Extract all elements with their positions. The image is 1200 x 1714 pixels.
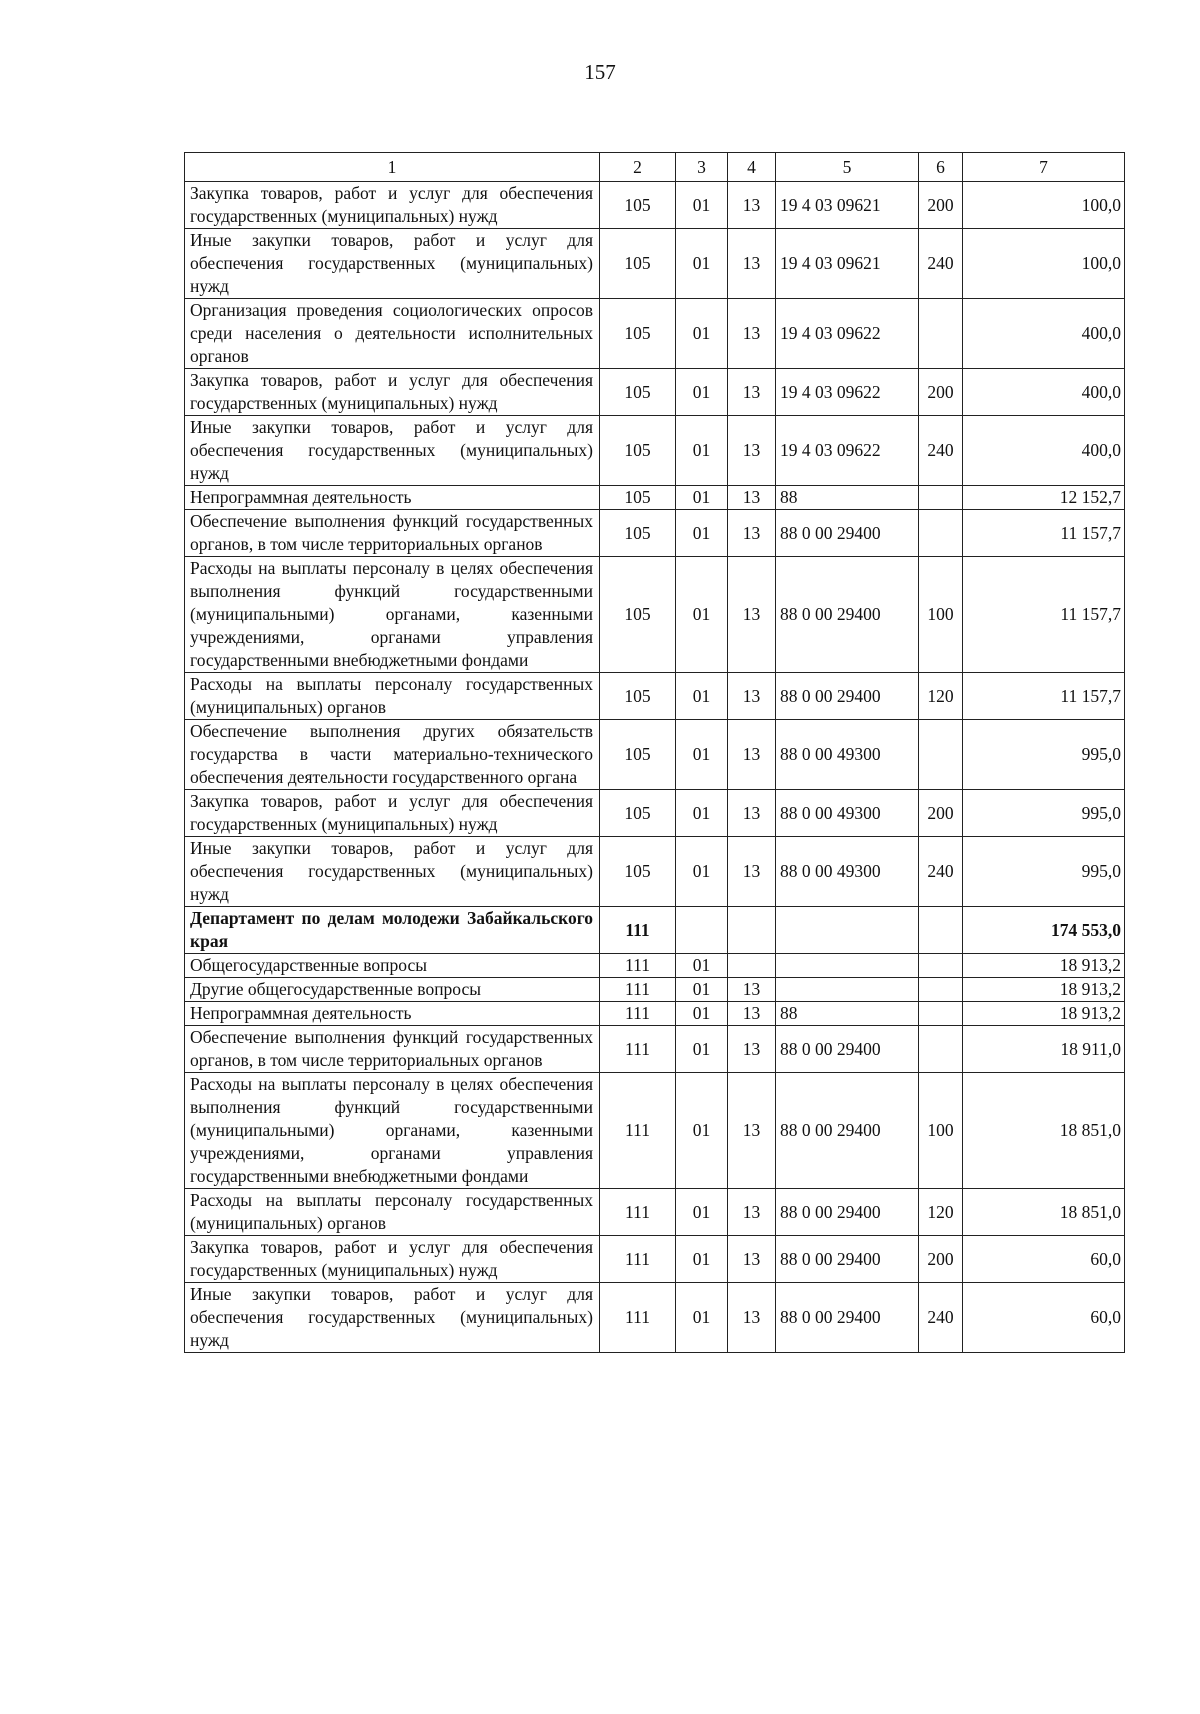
row-code-5-cell: 19 4 03 09622 — [776, 299, 919, 369]
row-code-2-cell: 111 — [600, 954, 676, 978]
row-code-4-cell: 13 — [728, 1189, 776, 1236]
row-code-2-cell: 105 — [600, 790, 676, 837]
row-code-2-cell: 111 — [600, 907, 676, 954]
row-amount-cell: 11 157,7 — [963, 510, 1125, 557]
column-header: 6 — [919, 153, 963, 182]
row-code-3-cell: 01 — [676, 1026, 728, 1073]
row-code-4-cell: 13 — [728, 720, 776, 790]
row-amount-cell: 100,0 — [963, 229, 1125, 299]
row-code-5-cell: 88 0 00 29400 — [776, 1283, 919, 1353]
table-row — [185, 954, 1125, 978]
row-code-2-cell: 111 — [600, 1283, 676, 1353]
row-name-cell: Другие общегосударственные вопросы — [185, 978, 600, 1002]
row-code-4-cell: 13 — [728, 978, 776, 1002]
row-code-2-cell: 105 — [600, 229, 676, 299]
row-code-5-cell: 88 0 00 49300 — [776, 790, 919, 837]
row-code-3-cell: 01 — [676, 369, 728, 416]
row-code-6-cell: 240 — [919, 416, 963, 486]
row-code-3-cell: 01 — [676, 1002, 728, 1026]
row-code-5-cell: 88 0 00 29400 — [776, 557, 919, 673]
row-code-5-cell: 88 0 00 49300 — [776, 837, 919, 907]
row-code-6-cell — [919, 510, 963, 557]
row-code-5-cell: 19 4 03 09621 — [776, 182, 919, 229]
row-code-4-cell: 13 — [728, 182, 776, 229]
row-code-6-cell: 100 — [919, 1073, 963, 1189]
row-amount-cell: 400,0 — [963, 299, 1125, 369]
table-row — [185, 416, 1125, 486]
row-amount-cell: 174 553,0 — [963, 907, 1125, 954]
row-code-6-cell — [919, 1026, 963, 1073]
row-code-3-cell: 01 — [676, 1189, 728, 1236]
row-code-6-cell: 200 — [919, 790, 963, 837]
row-amount-cell: 18 913,2 — [963, 978, 1125, 1002]
row-code-4-cell: 13 — [728, 1283, 776, 1353]
row-code-4-cell — [728, 954, 776, 978]
table-body — [185, 182, 1125, 1353]
row-amount-cell: 995,0 — [963, 790, 1125, 837]
row-amount-cell: 995,0 — [963, 837, 1125, 907]
table-row — [185, 1189, 1125, 1236]
row-code-5-cell — [776, 978, 919, 1002]
row-code-2-cell: 111 — [600, 1189, 676, 1236]
row-code-3-cell: 01 — [676, 1236, 728, 1283]
row-name-cell: Закупка товаров, работ и услуг для обеспечения государственных (муниципальных) нужд — [185, 369, 600, 416]
row-code-4-cell: 13 — [728, 1002, 776, 1026]
row-code-3-cell: 01 — [676, 790, 728, 837]
table-row — [185, 1073, 1125, 1189]
row-code-2-cell: 105 — [600, 416, 676, 486]
row-code-6-cell: 240 — [919, 1283, 963, 1353]
row-code-2-cell: 105 — [600, 299, 676, 369]
row-code-6-cell: 200 — [919, 369, 963, 416]
row-code-2-cell: 105 — [600, 510, 676, 557]
row-name-cell: Расходы на выплаты персоналу в целях обеспечения выполнения функций государственными (муниципальными) органами, казенными учреждениями, органами управления государственными внебюджетными фондами — [185, 557, 600, 673]
row-name-cell: Департамент по делам молодежи Забайкальского края — [185, 907, 600, 954]
table-row — [185, 369, 1125, 416]
row-code-4-cell: 13 — [728, 369, 776, 416]
row-code-4-cell — [728, 907, 776, 954]
row-code-4-cell: 13 — [728, 416, 776, 486]
row-code-3-cell: 01 — [676, 1283, 728, 1353]
column-header: 5 — [776, 153, 919, 182]
row-amount-cell: 60,0 — [963, 1236, 1125, 1283]
row-name-cell: Иные закупки товаров, работ и услуг для обеспечения государственных (муниципальных) нужд — [185, 229, 600, 299]
row-code-3-cell: 01 — [676, 978, 728, 1002]
column-header: 4 — [728, 153, 776, 182]
row-code-6-cell: 120 — [919, 673, 963, 720]
row-name-cell: Иные закупки товаров, работ и услуг для обеспечения государственных (муниципальных) нужд — [185, 837, 600, 907]
row-amount-cell: 995,0 — [963, 720, 1125, 790]
row-code-6-cell — [919, 954, 963, 978]
row-name-cell: Организация проведения социологических опросов среди населения о деятельности исполнительных органов — [185, 299, 600, 369]
row-code-4-cell: 13 — [728, 229, 776, 299]
table-row — [185, 978, 1125, 1002]
row-code-2-cell: 105 — [600, 182, 676, 229]
row-code-2-cell: 105 — [600, 673, 676, 720]
column-header: 1 — [185, 153, 600, 182]
row-amount-cell: 18 851,0 — [963, 1073, 1125, 1189]
row-name-cell: Обеспечение выполнения функций государственных органов, в том числе территориальных органов — [185, 1026, 600, 1073]
table-row — [185, 1236, 1125, 1283]
table-row — [185, 790, 1125, 837]
row-code-2-cell: 105 — [600, 837, 676, 907]
table-row — [185, 1026, 1125, 1073]
row-amount-cell: 60,0 — [963, 1283, 1125, 1353]
row-code-4-cell: 13 — [728, 1073, 776, 1189]
row-code-2-cell: 105 — [600, 557, 676, 673]
row-code-6-cell — [919, 299, 963, 369]
row-code-5-cell: 88 0 00 29400 — [776, 510, 919, 557]
row-amount-cell: 18 911,0 — [963, 1026, 1125, 1073]
row-code-5-cell: 88 — [776, 486, 919, 510]
row-code-2-cell: 105 — [600, 720, 676, 790]
row-code-2-cell: 105 — [600, 369, 676, 416]
row-code-2-cell: 111 — [600, 978, 676, 1002]
row-code-3-cell: 01 — [676, 299, 728, 369]
row-code-3-cell: 01 — [676, 1073, 728, 1189]
row-code-6-cell — [919, 978, 963, 1002]
row-amount-cell: 18 913,2 — [963, 954, 1125, 978]
page-number: 157 — [584, 60, 616, 84]
row-code-5-cell: 19 4 03 09621 — [776, 229, 919, 299]
row-code-6-cell: 200 — [919, 182, 963, 229]
row-name-cell: Общегосударственные вопросы — [185, 954, 600, 978]
row-name-cell: Закупка товаров, работ и услуг для обеспечения государственных (муниципальных) нужд — [185, 182, 600, 229]
row-code-2-cell: 111 — [600, 1002, 676, 1026]
row-code-3-cell: 01 — [676, 486, 728, 510]
row-name-cell: Закупка товаров, работ и услуг для обеспечения государственных (муниципальных) нужд — [185, 790, 600, 837]
table-row — [185, 299, 1125, 369]
row-code-4-cell: 13 — [728, 510, 776, 557]
row-code-5-cell — [776, 907, 919, 954]
row-code-6-cell: 120 — [919, 1189, 963, 1236]
table-row — [185, 557, 1125, 673]
row-code-5-cell: 88 0 00 29400 — [776, 1073, 919, 1189]
row-code-3-cell: 01 — [676, 720, 728, 790]
row-code-6-cell — [919, 486, 963, 510]
row-code-5-cell: 88 0 00 49300 — [776, 720, 919, 790]
table-row — [185, 1002, 1125, 1026]
table-row — [185, 1283, 1125, 1353]
row-amount-cell: 18 913,2 — [963, 1002, 1125, 1026]
row-name-cell: Обеспечение выполнения функций государственных органов, в том числе территориальных органов — [185, 510, 600, 557]
row-code-5-cell: 19 4 03 09622 — [776, 369, 919, 416]
row-name-cell: Непрограммная деятельность — [185, 1002, 600, 1026]
row-code-5-cell: 88 0 00 29400 — [776, 1236, 919, 1283]
column-header: 2 — [600, 153, 676, 182]
row-code-3-cell: 01 — [676, 229, 728, 299]
row-code-4-cell: 13 — [728, 1236, 776, 1283]
table-row — [185, 510, 1125, 557]
row-code-2-cell: 111 — [600, 1073, 676, 1189]
row-code-5-cell: 88 — [776, 1002, 919, 1026]
row-amount-cell: 400,0 — [963, 416, 1125, 486]
column-header: 3 — [676, 153, 728, 182]
table-row — [185, 673, 1125, 720]
row-code-5-cell: 88 0 00 29400 — [776, 673, 919, 720]
table-row — [185, 837, 1125, 907]
table-row — [185, 720, 1125, 790]
row-code-4-cell: 13 — [728, 557, 776, 673]
row-code-6-cell: 200 — [919, 1236, 963, 1283]
row-name-cell: Непрограммная деятельность — [185, 486, 600, 510]
row-amount-cell: 11 157,7 — [963, 557, 1125, 673]
row-amount-cell: 11 157,7 — [963, 673, 1125, 720]
row-amount-cell: 400,0 — [963, 369, 1125, 416]
row-code-4-cell: 13 — [728, 299, 776, 369]
row-amount-cell: 18 851,0 — [963, 1189, 1125, 1236]
row-code-5-cell: 19 4 03 09622 — [776, 416, 919, 486]
row-name-cell: Расходы на выплаты персоналу государственных (муниципальных) органов — [185, 673, 600, 720]
row-name-cell: Иные закупки товаров, работ и услуг для обеспечения государственных (муниципальных) нужд — [185, 416, 600, 486]
row-code-3-cell: 01 — [676, 416, 728, 486]
row-code-3-cell: 01 — [676, 954, 728, 978]
row-code-3-cell: 01 — [676, 837, 728, 907]
row-code-3-cell: 01 — [676, 673, 728, 720]
row-code-3-cell — [676, 907, 728, 954]
row-code-4-cell: 13 — [728, 1026, 776, 1073]
row-code-2-cell: 111 — [600, 1236, 676, 1283]
row-code-3-cell: 01 — [676, 182, 728, 229]
row-code-6-cell — [919, 1002, 963, 1026]
row-name-cell: Закупка товаров, работ и услуг для обеспечения государственных (муниципальных) нужд — [185, 1236, 600, 1283]
row-name-cell: Расходы на выплаты персоналу государственных (муниципальных) органов — [185, 1189, 600, 1236]
row-code-5-cell — [776, 954, 919, 978]
row-code-4-cell: 13 — [728, 486, 776, 510]
table-row — [185, 229, 1125, 299]
table-header-row — [185, 153, 1125, 182]
table-row — [185, 907, 1125, 954]
row-code-6-cell — [919, 720, 963, 790]
row-code-6-cell — [919, 907, 963, 954]
row-code-3-cell: 01 — [676, 510, 728, 557]
row-name-cell: Обеспечение выполнения других обязательств государства в части материально-технического обеспечения деятельности государственного органа — [185, 720, 600, 790]
row-code-2-cell: 111 — [600, 1026, 676, 1073]
budget-table — [184, 152, 1125, 1353]
row-code-3-cell: 01 — [676, 557, 728, 673]
row-code-4-cell: 13 — [728, 790, 776, 837]
row-name-cell: Иные закупки товаров, работ и услуг для обеспечения государственных (муниципальных) нужд — [185, 1283, 600, 1353]
table-row — [185, 182, 1125, 229]
row-name-cell: Расходы на выплаты персоналу в целях обеспечения выполнения функций государственными (муниципальными) органами, казенными учреждениями, органами управления государственными внебюджетными фондами — [185, 1073, 600, 1189]
row-code-6-cell: 240 — [919, 837, 963, 907]
row-amount-cell: 100,0 — [963, 182, 1125, 229]
row-code-5-cell: 88 0 00 29400 — [776, 1026, 919, 1073]
row-code-2-cell: 105 — [600, 486, 676, 510]
row-code-4-cell: 13 — [728, 673, 776, 720]
column-header: 7 — [963, 153, 1125, 182]
table-row — [185, 486, 1125, 510]
row-code-5-cell: 88 0 00 29400 — [776, 1189, 919, 1236]
row-code-4-cell: 13 — [728, 837, 776, 907]
row-code-6-cell: 100 — [919, 557, 963, 673]
row-code-6-cell: 240 — [919, 229, 963, 299]
row-amount-cell: 12 152,7 — [963, 486, 1125, 510]
